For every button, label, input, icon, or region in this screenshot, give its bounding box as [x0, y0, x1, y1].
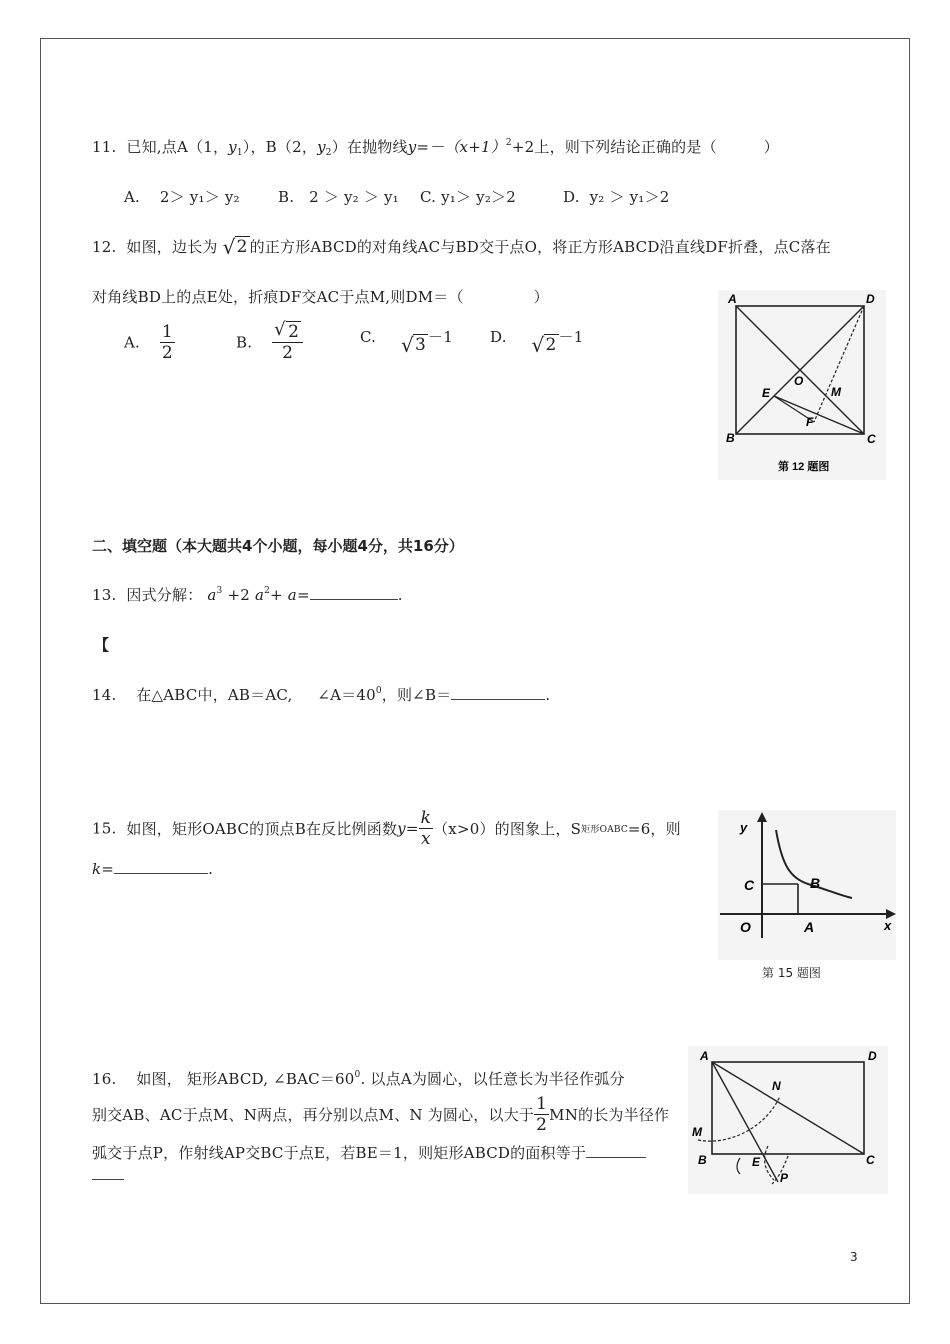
- q12-option-d: D. √ 2 －1: [490, 328, 584, 357]
- answer-blank-16-continued: [92, 1166, 124, 1184]
- sqrt-2: √ 2: [222, 235, 248, 259]
- label-a: A: [728, 292, 737, 306]
- label-n: N: [772, 1079, 781, 1093]
- q12-option-c: C. √ 3 －1: [360, 328, 453, 357]
- q12-option-b: B. √ 2 2: [236, 322, 303, 363]
- q11-option-a: A. 2＞ y₁＞ y₂: [124, 188, 240, 206]
- figure-12: [718, 290, 886, 480]
- answer-blank-15[interactable]: [114, 873, 208, 874]
- q11-option-b: B. 2 ＞ y₂ ＞ y₁: [278, 188, 399, 206]
- answer-blank-13[interactable]: [310, 599, 398, 600]
- question-11: 11. 已知,点A（1，$y_1$），B（2，$y_2$）在抛物线$y=-(x+1)^2+2$上，则下列结论正确的是（ ）: [92, 138, 779, 158]
- q11-option-c: C. y₁＞ y₂＞2: [420, 188, 516, 206]
- figure-16: [688, 1046, 888, 1194]
- label-d: D: [866, 292, 875, 306]
- label-b: B: [698, 1153, 707, 1167]
- figure-12-caption: 第 12 题图: [778, 461, 830, 473]
- question-14: 14. 在△ABC中，AB＝AC, $\angle A=40^0$，则∠B＝ .: [92, 686, 551, 704]
- label-m: M: [831, 385, 841, 399]
- answer-blank-16[interactable]: [586, 1157, 646, 1158]
- question-16-line2: 别交AB、AC于点M、N两点，再分别以点M、N 为圆心，以大于 $\frac{1}{2}$ MN的长为半径作: [92, 1094, 670, 1135]
- question-13: 13. 因式分解： $a^3 +2$ $a^2+ a=$ .: [92, 586, 403, 604]
- label-o: O: [794, 374, 804, 388]
- label-x: x: [884, 918, 892, 933]
- label-o: O: [740, 919, 751, 935]
- label-b: B: [726, 431, 735, 445]
- answer-blank-14[interactable]: [451, 699, 545, 700]
- question-15-line1: 15. 如图，矩形OABC的顶点B在反比例函数y= $\frac{k}{x}$ （x>0）的图象上，S矩形OABC=6，则: [92, 808, 681, 849]
- label-y: y: [740, 820, 748, 835]
- label-c: C: [867, 432, 876, 446]
- q11-option-d: D. y₂ ＞ y₁＞2: [563, 188, 670, 206]
- label-f: F: [806, 415, 814, 429]
- question-15-line2: k= .: [92, 860, 214, 878]
- question-16-line3: 弧交于点P，作射线AP交BC于点E，若BE＝1，则矩形ABCD的面积等于: [92, 1142, 646, 1163]
- question-16-line1: 16. 如图， 矩形ABCD, $\angle BAC=60^0$. 以点A为圆心，以任意长为半径作弧分: [92, 1070, 625, 1088]
- section-2-title: 二、填空题（本大题共4个小题，每小题4分，共16分）: [92, 537, 464, 555]
- label-b: B: [810, 875, 821, 891]
- label-d: D: [868, 1049, 877, 1063]
- figure-15-caption: 第 15 题图: [762, 966, 821, 980]
- label-p: P: [780, 1171, 789, 1185]
- label-c: C: [744, 877, 755, 893]
- question-12-line2: 对角线BD上的点E处，折痕DF交AC于点M,则DM＝（ ）: [92, 288, 549, 306]
- page-number: 3: [850, 1250, 858, 1264]
- q12-option-a: A. $\frac{1}{2}$: [124, 322, 173, 363]
- question-12-line1: 12. 如图，边长为 √ 2 的正方形ABCD的对角线AC与BD交于点O，将正方形ABCD沿直线DF折叠，点C落在: [92, 235, 831, 259]
- label-m: M: [692, 1125, 702, 1139]
- label-e: E: [762, 386, 771, 400]
- stray-bracket: 【: [94, 636, 110, 654]
- figure-15: [718, 810, 896, 960]
- label-a: A: [804, 919, 815, 935]
- label-a: A: [700, 1049, 709, 1063]
- label-e: E: [752, 1155, 761, 1169]
- label-c: C: [866, 1153, 875, 1167]
